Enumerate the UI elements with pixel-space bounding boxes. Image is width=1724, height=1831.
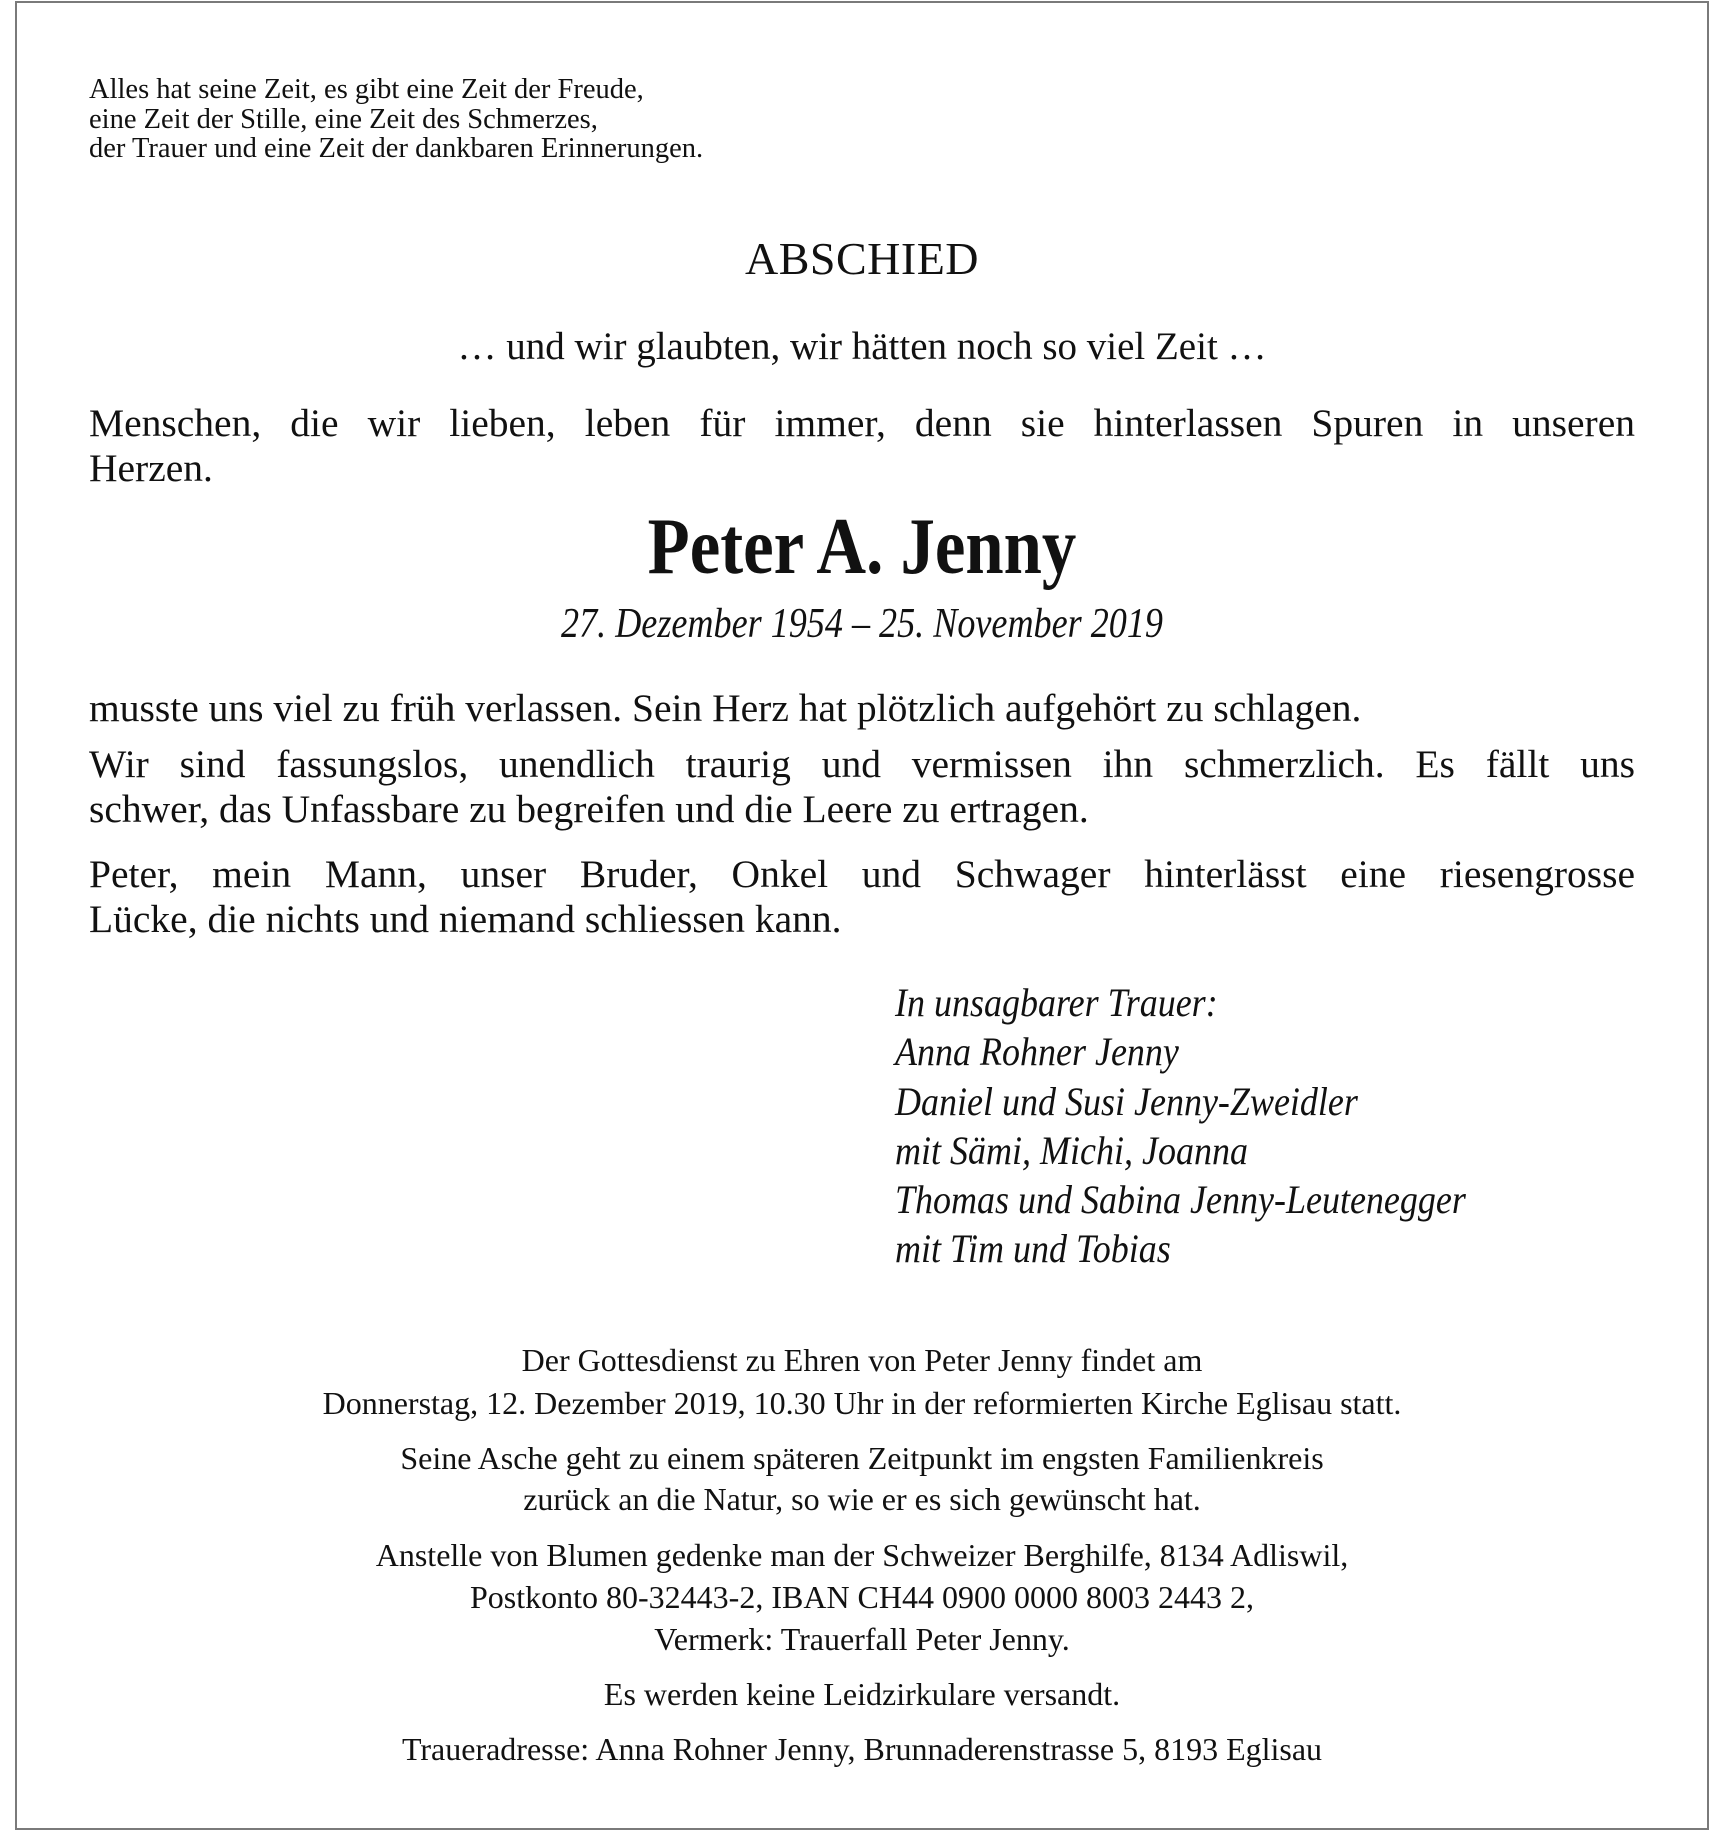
body-paragraph-3-line: Peter, mein Mann, unser Bruder, Onkel und Schwager hinterlässt eine riesengrosse (89, 852, 1635, 896)
donation-notice-line: Anstelle von Blumen gedenke man der Schweizer Berghilfe, 8134 Adliswil, (375, 1537, 1349, 1573)
mourner-name: Anna Rohner Jenny (895, 1029, 1179, 1074)
donation-notice-line: Postkonto 80-32443-2, IBAN CH44 0900 0000 8003 2443 2, (469, 1579, 1254, 1615)
body-paragraph-2-line: Wir sind fassungslos, unendlich traurig und vermissen ihn schmerzlich. Es fällt uns (89, 742, 1635, 786)
life-dates: 27. Dezember 1954 – 25. November 2019 (561, 601, 1163, 647)
circulars-notice: Es werden keine Leidzirkulare versandt. (603, 1676, 1121, 1712)
verse-line: Alles hat seine Zeit, es gibt eine Zeit der Freude, (89, 74, 644, 105)
mourner-name: Daniel und Susi Jenny-Zweidler (895, 1079, 1358, 1124)
donation-notice-line: Vermerk: Trauerfall Peter Jenny. (654, 1621, 1070, 1657)
body-paragraph-2-line: schwer, das Unfassbare zu begreifen und die Leere zu ertragen. (89, 787, 1089, 831)
verse-line: der Trauer und eine Zeit der dankbaren Erinnerungen. (89, 133, 704, 164)
mourner-name: mit Sämi, Michi, Joanna (895, 1128, 1248, 1173)
mourners-label: In unsagbarer Trauer: (895, 980, 1218, 1025)
intro-line: Herzen. (89, 446, 213, 490)
service-notice-line: Der Gottesdienst zu Ehren von Peter Jenny findet am (521, 1342, 1203, 1378)
mourner-name: Thomas und Sabina Jenny-Leutenegger (895, 1177, 1466, 1222)
service-notice-line: Donnerstag, 12. Dezember 2019, 10.30 Uhr in der reformierten Kirche Eglisau statt. (322, 1385, 1402, 1421)
ashes-notice-line: zurück an die Natur, so wie er es sich gewünscht hat. (523, 1481, 1201, 1517)
intro-line: Menschen, die wir lieben, leben für immer, denn sie hinterlassen Spuren in unseren (89, 401, 1635, 445)
mourner-name: mit Tim und Tobias (895, 1226, 1171, 1271)
body-paragraph-3-line: Lücke, die nichts und niemand schliessen kann. (89, 897, 842, 941)
quote-line: … und wir glaubten, wir hätten noch so viel Zeit … (457, 325, 1267, 368)
ashes-notice-line: Seine Asche geht zu einem späteren Zeitpunkt im engsten Familienkreis (400, 1440, 1324, 1476)
mourning-address: Traueradresse: Anna Rohner Jenny, Brunnaderenstrasse 5, 8193 Eglisau (401, 1731, 1323, 1767)
verse-line: eine Zeit der Stille, eine Zeit des Schmerzes, (89, 104, 598, 135)
body-paragraph-1: musste uns viel zu früh verlassen. Sein Herz hat plötzlich aufgehört zu schlagen. (89, 686, 1362, 730)
deceased-name: Peter A. Jenny (647, 503, 1077, 591)
heading-abschied: ABSCHIED (744, 233, 980, 284)
